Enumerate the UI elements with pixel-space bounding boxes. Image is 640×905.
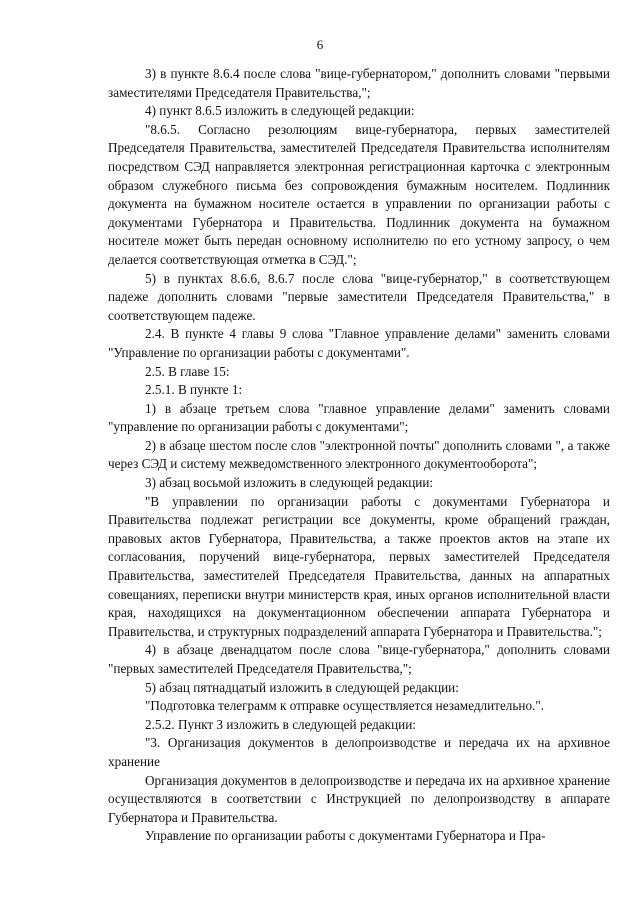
paragraph: 5) в пунктах 8.6.6, 8.6.7 после слова "вице-губернатор," в соответствующем падеже дополнить словами "первые заместители Председателя Правительства," в соответствующем падеже.: [108, 270, 610, 323]
paragraph: "3. Организация документов в делопроизводстве и передача их на архивное хранение: [108, 735, 610, 769]
paragraph: Управление по организации работы с документами Губернатора и Пра-: [145, 828, 546, 844]
paragraph: 5) абзац пятнадцатый изложить в следующей редакции:: [145, 679, 459, 695]
paragraph: 3) в пункте 8.6.4 после слова "вице-губернатором," дополнить словами "первыми заместителями Председателя Правительства,";: [108, 66, 610, 100]
paragraph: 4) в абзаце двенадцатом после слова "вице-губернатора," дополнить словами "первых заместителей Председателя Правительства,";: [108, 642, 610, 676]
paragraph: "Подготовка телеграмм к отправке осуществляется незамедлительно.".: [145, 698, 545, 714]
document-body: [108, 65, 610, 846]
paragraph: 2.4. В пункте 4 главы 9 слова "Главное управление делами" заменить словами "Управление по организации работы с документами".: [108, 326, 610, 360]
paragraph: 3) абзац восьмой изложить в следующей редакции:: [145, 475, 434, 491]
paragraph: "В управлении по организации работы с документами Губернатора и Правительства подлежат регистрации все документы, кроме обращений граждан, правовых актов Губернатора, Правительства, а также проектов актов на этапе их согласования, поручений вице-губернатора, первых заместителей Председателя Правительства, заместителей Председателя Правительства, данных на аппаратных совещаниях, переписки внутри министерств края, иных органов исполнительной власти края, находящихся на документационном обеспечении аппарата Губернатора и Правительства, и структурных подразделений аппарата Губернатора и Правительства.";: [108, 493, 610, 639]
page-number: 6: [316, 37, 324, 52]
paragraph: 2) в абзаце шестом после слов "электронной почты" дополнить словами ", а также через СЭД и систему межведомственного электронного документооборота";: [108, 437, 610, 472]
paragraph: 4) пункт 8.6.5 изложить в следующей редакции:: [145, 103, 415, 119]
paragraph: 2.5.1. В пункте 1:: [145, 382, 243, 398]
paragraph: 2.5. В главе 15:: [145, 363, 230, 379]
paragraph: 1) в абзаце третьем слова "главное управление делами" заменить словами "управление по организации работы с документами";: [108, 400, 610, 435]
paragraph: Организация документов в делопроизводстве и передача их на архивное хранение осуществляются в соответствии с Инструкцией по делопроизводству в аппарате Губернатора и Правительства.: [108, 772, 610, 825]
paragraph: 2.5.2. Пункт 3 изложить в следующей редакции:: [145, 716, 416, 732]
paragraph: "8.6.5. Согласно резолюциям вице-губернатора, первых заместителей Председателя Правительства, заместителей Председателя Правительства исполнителям посредством СЭД направляется электронная регистрационная карточка с электронным образом служебного письма без сопровождения бумажным носителем. Подлинник документа на бумажном носителе остается в управлении по организации работы с документами Губернатора и Правительства. Подлинник документа на бумажном носителе может быть передан основному исполнителю по его устному запросу, о чем делается соответствующая отметка в СЭД.";: [108, 121, 610, 267]
